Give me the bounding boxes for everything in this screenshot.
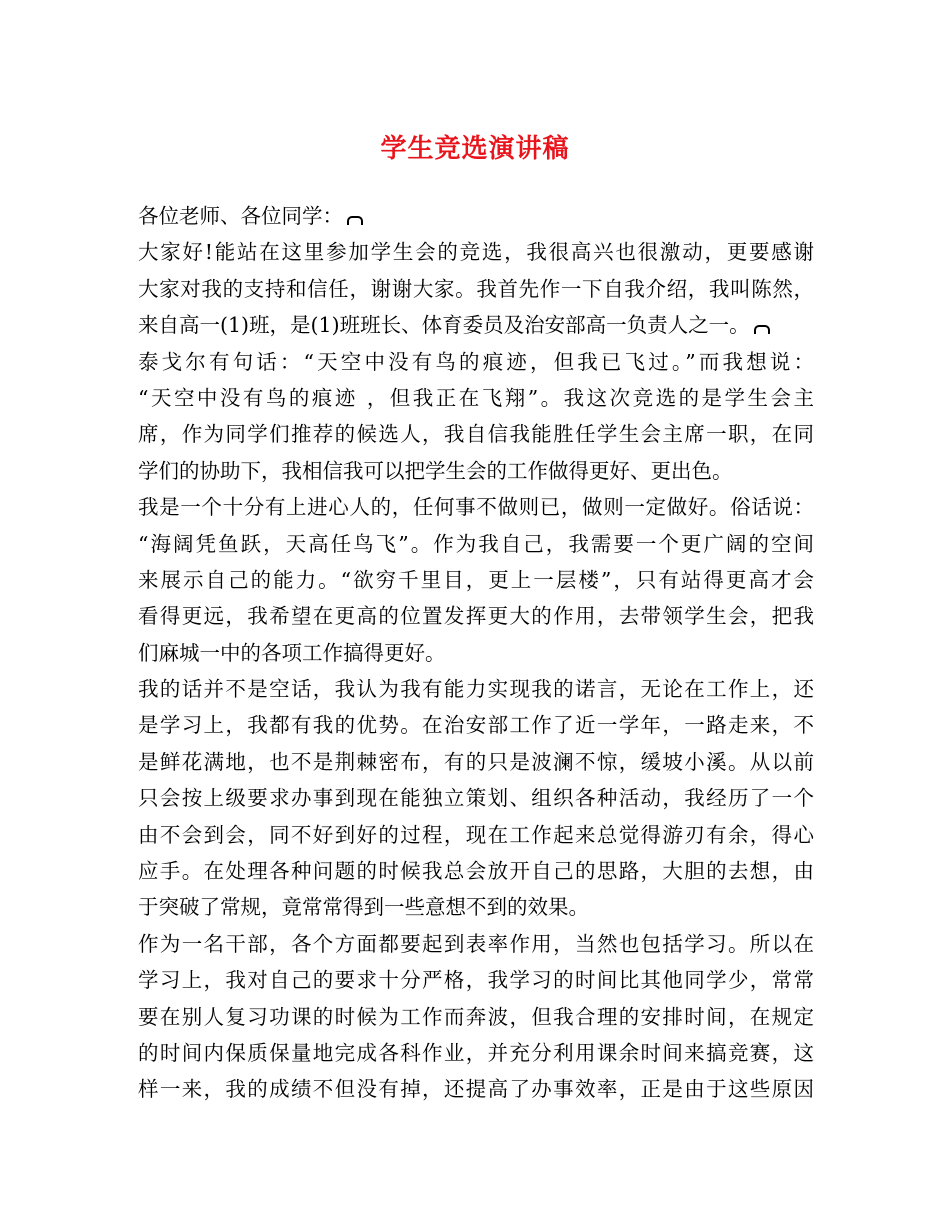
salutation-line <box>138 198 814 234</box>
text-line <box>138 307 814 343</box>
text-line: 大家好!能站在这里参加学生会的竞选，我很高兴也很激动，更要感谢 <box>138 240 814 265</box>
document-title: 学生竞选演讲稿 <box>380 134 570 164</box>
text-line: 是学习上，我都有我的优势。在治安部工作了近一学年，一路走来，不 <box>138 713 814 738</box>
text-line-content: 来自高一(1)班，是(1)班班长、体育委员及治安部高一负责人之一。 <box>138 313 750 338</box>
text-line: “海阔凭鱼跃，天高任鸟飞”。作为我自己，我需要一个更广阔的空间 <box>138 531 814 556</box>
document-body <box>138 198 814 1108</box>
text-line: 要在别人复习功课的时候为工作而奔波，但我合理的安排时间，在规定 <box>138 1004 814 1029</box>
text-line: 席，作为同学们推荐的候选人，我自信我能胜任学生会主席一职，在同 <box>138 422 814 447</box>
text-line: “天空中没有鸟的痕迹 ，但我正在飞翔”。我这次竞选的是学生会主 <box>138 385 814 410</box>
text-line: 由不会到会，同不好到好的过程，现在工作起来总觉得游刃有余，得心 <box>138 822 814 847</box>
text-line: 应手。在处理各种问题的时候我总会放开自己的思路，大胆的去想，由 <box>138 859 814 884</box>
line-break-mark-icon <box>347 216 363 225</box>
text-line: 是鲜花满地，也不是荆棘密布，有的只是波澜不惊，缓坡小溪。从以前 <box>138 749 814 774</box>
salutation: 各位老师、各位同学： <box>138 204 343 228</box>
text-line: 看得更远，我希望在更高的位置发挥更大的作用，去带领学生会，把我 <box>138 604 814 629</box>
text-line: 来展示自己的能力。“欲穷千里目，更上一层楼”，只有站得更高才会 <box>138 567 814 592</box>
text-line: 我是一个十分有上进心人的，任何事不做则已，做则一定做好。俗话说： <box>138 495 814 520</box>
text-line: 于突破了常规，竟常常得到一些意想不到的效果。 <box>138 895 589 920</box>
text-line: 泰戈尔有句话：“天空中没有鸟的痕迹，但我已飞过。”而我想说： <box>138 349 814 374</box>
text-line: 们麻城一中的各项工作搞得更好。 <box>138 640 446 665</box>
text-line: 学习上，我对自己的要求十分严格，我学习的时间比其他同学少，常常 <box>138 968 814 993</box>
text-line: 我的话并不是空话，我认为我有能力实现我的诺言，无论在工作上，还 <box>138 677 814 702</box>
text-line: 大家对我的支持和信任，谢谢大家。我首先作一下自我介绍，我叫陈然， <box>138 276 814 301</box>
line-break-mark-icon <box>754 325 770 334</box>
text-line: 的时间内保质保量地完成各科作业，并充分利用课余时间来搞竞赛，这 <box>138 1040 814 1065</box>
text-line: 只会按上级要求办事到现在能独立策划、组织各种活动，我经历了一个 <box>138 786 814 811</box>
text-line: 学们的协助下，我相信我可以把学生会的工作做得更好、更出色。 <box>138 458 733 483</box>
text-line: 样一来，我的成绩不但没有掉，还提高了办事效率，正是由于这些原因 <box>138 1077 814 1102</box>
text-line: 作为一名干部，各个方面都要起到表率作用，当然也包括学习。所以在 <box>138 931 814 956</box>
